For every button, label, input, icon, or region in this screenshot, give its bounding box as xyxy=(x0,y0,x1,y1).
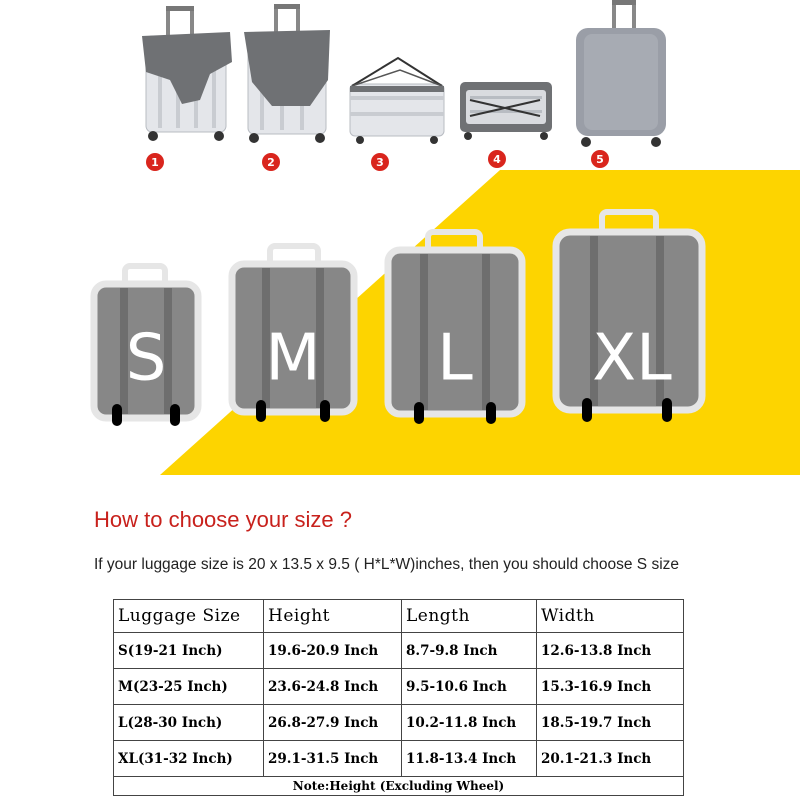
cell-size: L(28-30 Inch) xyxy=(114,705,264,741)
header-length: Length xyxy=(402,600,537,633)
table-note-row xyxy=(114,777,684,796)
size-example-text: If your luggage size is 20 x 13.5 x 9.5 ( H*L*W)inches, then you should choose S size xyxy=(94,556,680,573)
header-luggage-size: Luggage Size xyxy=(114,600,264,633)
cell-length: 11.8-13.4 Inch xyxy=(402,741,537,777)
suitcase-xl xyxy=(556,212,702,422)
cell-width: 15.3-16.9 Inch xyxy=(537,669,684,705)
cell-height: 23.6-24.8 Inch xyxy=(264,669,402,705)
cell-height: 29.1-31.5 Inch xyxy=(264,741,402,777)
size-label-xl: XL xyxy=(592,321,672,396)
step-2-illustration xyxy=(244,4,330,143)
step-badge-4: 4 xyxy=(488,150,506,168)
suitcase-l xyxy=(388,232,522,424)
header-width: Width xyxy=(537,600,684,633)
cell-size: XL(31-32 Inch) xyxy=(114,741,264,777)
step-5-illustration xyxy=(576,0,666,147)
cell-length: 9.5-10.6 Inch xyxy=(402,669,537,705)
step-badge-2: 2 xyxy=(262,153,280,171)
size-banner-graphic xyxy=(0,170,800,490)
cell-length: 8.7-9.8 Inch xyxy=(402,633,537,669)
size-chart-table xyxy=(113,599,684,796)
step-badge-1: 1 xyxy=(146,153,164,171)
installation-steps xyxy=(0,0,800,180)
cell-width: 20.1-21.3 Inch xyxy=(537,741,684,777)
step-1-illustration xyxy=(142,6,232,141)
size-label-l: L xyxy=(437,321,473,396)
size-label-m: M xyxy=(265,321,321,396)
cell-size: S(19-21 Inch) xyxy=(114,633,264,669)
cell-width: 12.6-13.8 Inch xyxy=(537,633,684,669)
table-row xyxy=(114,669,684,705)
suitcase-s xyxy=(94,266,198,426)
step-3-illustration xyxy=(350,58,444,144)
cell-width: 18.5-19.7 Inch xyxy=(537,705,684,741)
suitcase-m xyxy=(232,246,354,422)
cell-height: 19.6-20.9 Inch xyxy=(264,633,402,669)
height-note: Note:Height (Excluding Wheel) xyxy=(114,777,684,796)
size-label-s: S xyxy=(125,321,167,396)
table-header-row xyxy=(114,600,684,633)
table-row xyxy=(114,633,684,669)
step-badge-3: 3 xyxy=(371,153,389,171)
size-banner xyxy=(0,170,800,490)
cell-height: 26.8-27.9 Inch xyxy=(264,705,402,741)
table-row xyxy=(114,741,684,777)
header-height: Height xyxy=(264,600,402,633)
cell-size: M(23-25 Inch) xyxy=(114,669,264,705)
choose-size-heading: How to choose your size ? xyxy=(94,507,353,532)
cell-length: 10.2-11.8 Inch xyxy=(402,705,537,741)
step-4-illustration xyxy=(460,82,552,140)
table-row xyxy=(114,705,684,741)
installation-illustrations xyxy=(0,0,800,180)
step-badge-5: 5 xyxy=(591,150,609,168)
